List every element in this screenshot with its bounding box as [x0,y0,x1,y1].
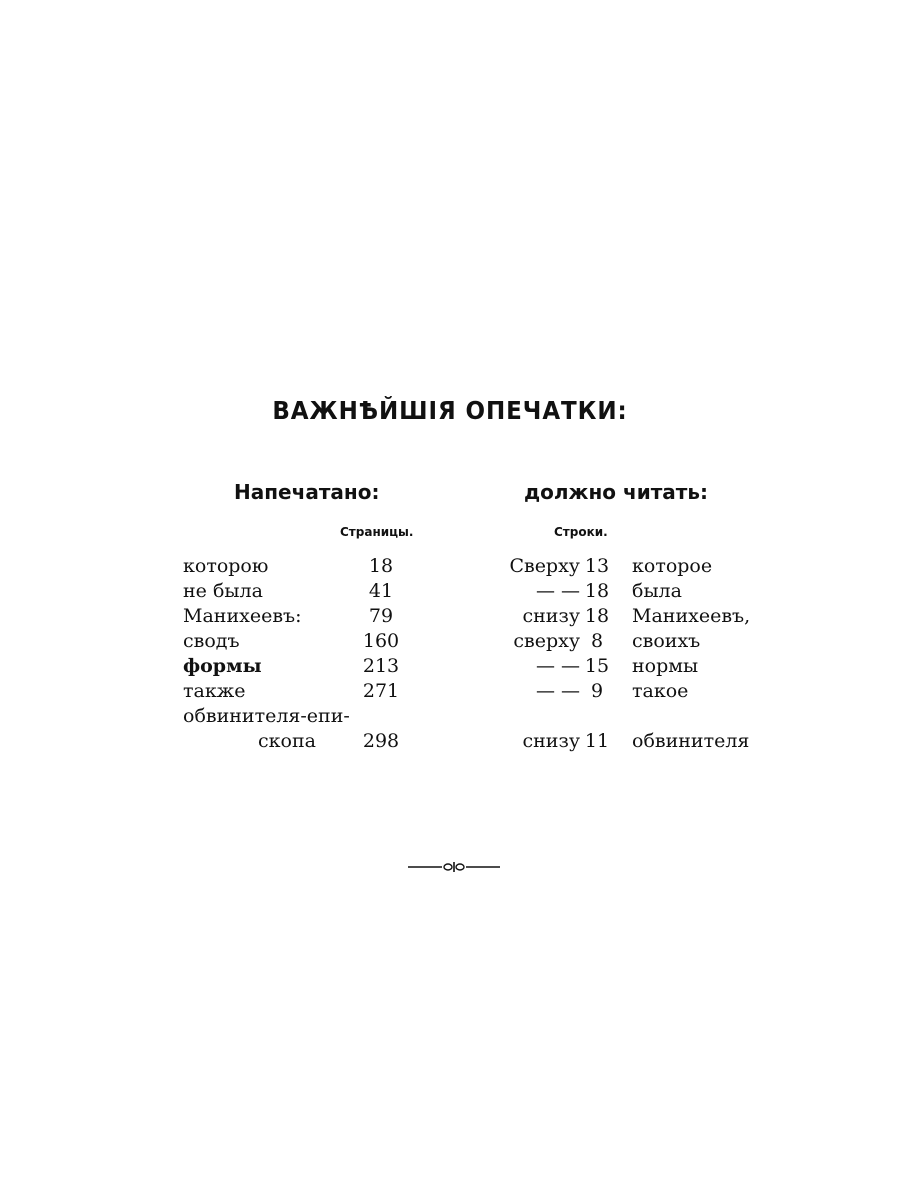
line-position: снизу [522,730,580,752]
printed-text: формы [183,655,262,677]
table-row [0,604,900,629]
table-row [0,654,900,679]
should-read-column-header: должно читать: [524,480,709,504]
line-position: — — [535,655,580,677]
line-number: 18 [584,580,610,602]
correct-text: которое [632,555,713,577]
table-row [0,679,900,704]
table-row [0,629,900,654]
ornament-divider [408,860,500,874]
lines-subheader: Строки. [554,525,608,539]
line-position: снизу [522,605,580,627]
page-number: 213 [362,655,400,677]
line-position: Сверху [509,555,580,577]
correct-text: такое [632,680,689,702]
line-number: 9 [590,680,604,702]
correct-text: своихъ [632,630,701,652]
table-row [0,729,900,757]
printed-text: также [183,680,246,702]
printed-text: сводъ [183,630,240,652]
line-number: 13 [584,555,610,577]
pages-subheader: Страницы. [340,525,414,539]
table-row [0,704,900,729]
line-number: 15 [584,655,610,677]
printed-column-header: Напечатано: [234,480,380,504]
page-title: ВАЖНѢЙШІЯ ОПЕЧАТКИ: [272,396,628,425]
line-number: 18 [584,605,610,627]
page-number: 160 [362,630,400,652]
printed-text: не была [183,580,263,602]
printed-text: Манихеевъ: [183,605,302,627]
line-number: 8 [590,630,604,652]
page-number: 18 [368,555,394,577]
page-number: 41 [368,580,394,602]
printed-text: обвинителя-епи- [183,705,350,727]
page-number: 298 [362,730,400,752]
line-position: сверху [513,630,580,652]
printed-text: которою [183,555,269,577]
line-position: — — [535,680,580,702]
page-number: 271 [362,680,400,702]
correct-text: нормы [632,655,699,677]
table-row [0,554,900,579]
page-number: 79 [368,605,394,627]
line-position: — — [535,580,580,602]
correct-text: Манихеевъ, [632,605,751,627]
printed-text: скопа [258,730,316,752]
correct-text: обвинителя [632,730,750,752]
table-row [0,579,900,604]
errata-table [0,554,900,757]
line-number: 11 [584,730,610,752]
correct-text: была [632,580,682,602]
